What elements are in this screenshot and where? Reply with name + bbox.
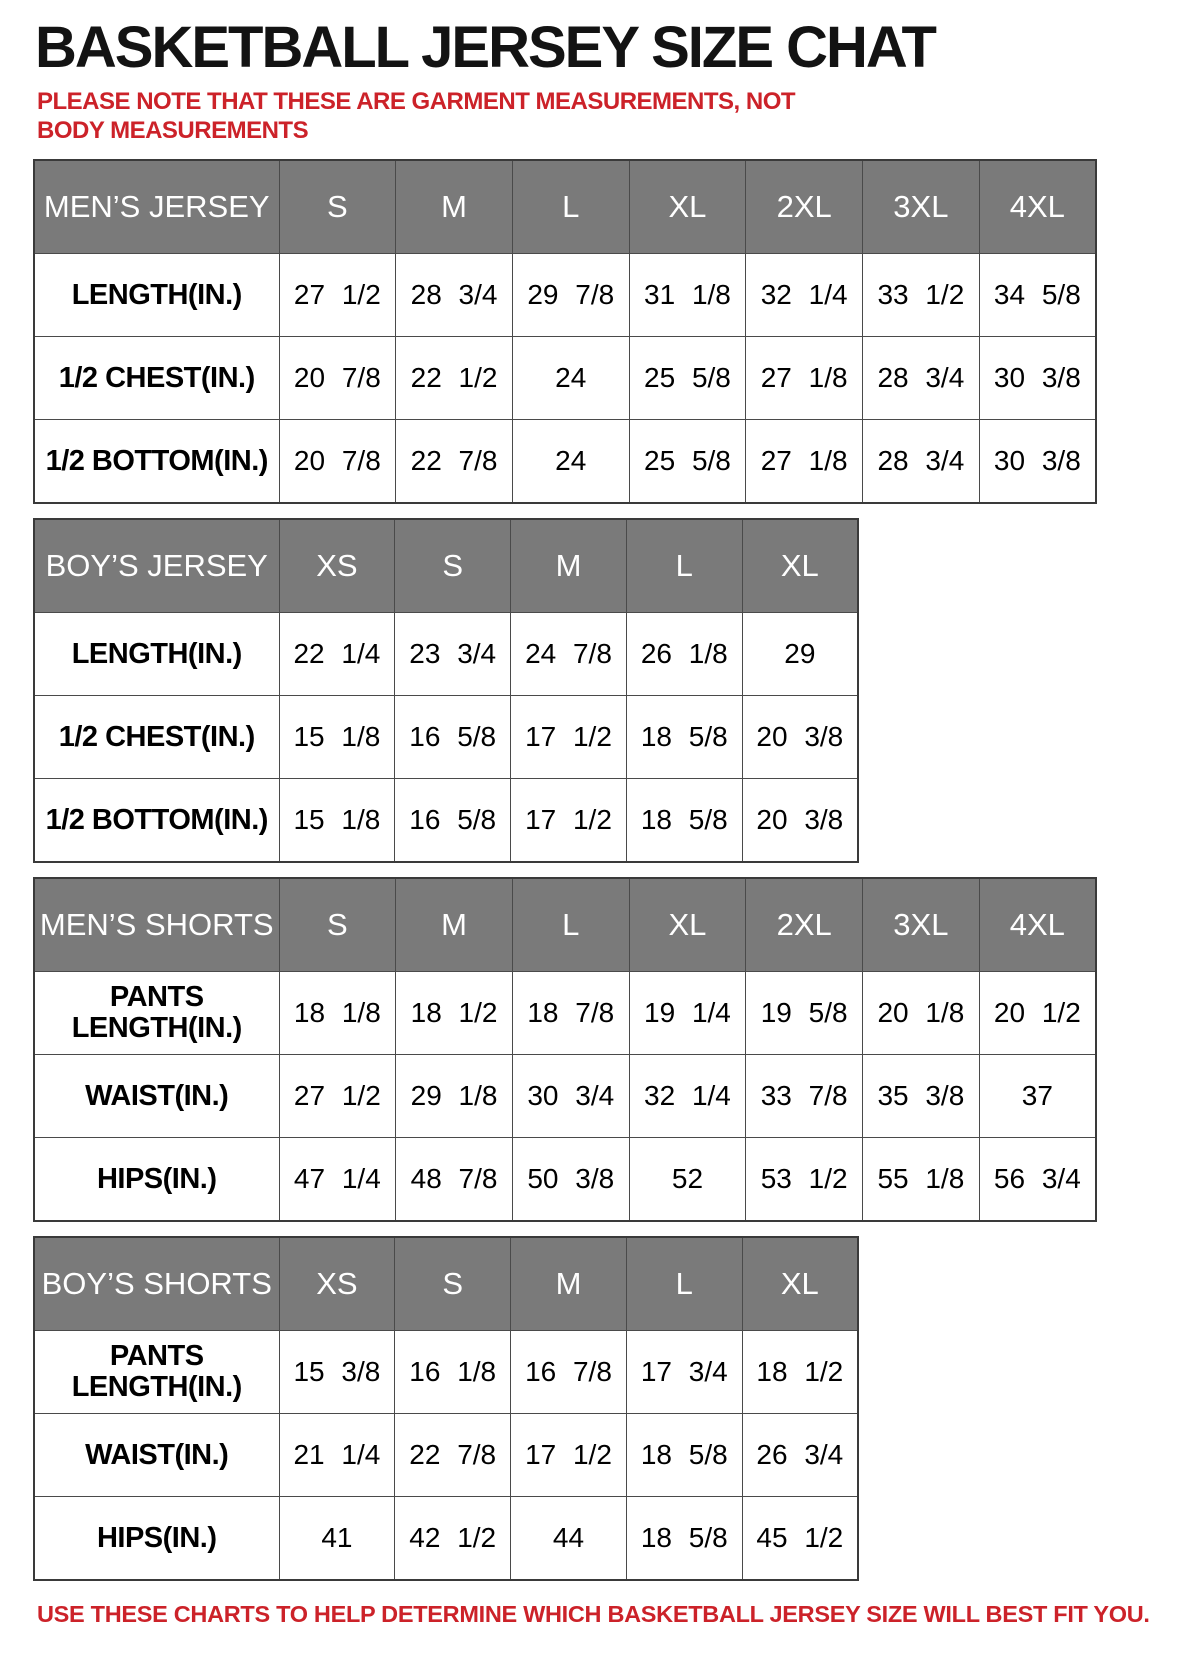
size-column-header: M xyxy=(511,519,627,613)
table-header-row xyxy=(34,878,1096,972)
measurement-value-cell: 33 7/8 xyxy=(746,1055,863,1138)
measurement-value-cell: 37 xyxy=(979,1055,1096,1138)
measurement-value-cell: 30 3/8 xyxy=(979,420,1096,504)
table-row xyxy=(34,254,1096,337)
measurement-value-cell: 18 5/8 xyxy=(626,779,742,863)
measurement-value-cell: 17 1/2 xyxy=(511,1414,627,1497)
measurement-value-cell: 25 5/8 xyxy=(629,337,746,420)
size-column-header: XL xyxy=(742,1237,858,1331)
measurement-value-cell: 48 7/8 xyxy=(396,1138,513,1222)
measurement-value-cell: 29 7/8 xyxy=(512,254,629,337)
table-title-cell: BOY’S JERSEY xyxy=(34,519,279,613)
size-column-header: 3XL xyxy=(863,878,980,972)
measurement-value-cell: 16 7/8 xyxy=(511,1331,627,1414)
measurement-value-cell: 24 7/8 xyxy=(511,613,627,696)
table-row xyxy=(34,1414,858,1497)
measurement-value-cell: 50 3/8 xyxy=(512,1138,629,1222)
table-title-cell: BOY’S SHORTS xyxy=(34,1237,279,1331)
row-label-cell: WAIST(IN.) xyxy=(34,1414,279,1497)
measurement-value-cell: 45 1/2 xyxy=(742,1497,858,1581)
size-column-header: L xyxy=(626,519,742,613)
measurement-value-cell: 31 1/8 xyxy=(629,254,746,337)
measurement-value-cell: 33 1/2 xyxy=(863,254,980,337)
measurement-value-cell: 20 1/2 xyxy=(979,972,1096,1055)
size-column-header: XL xyxy=(629,160,746,254)
size-column-header: 4XL xyxy=(979,160,1096,254)
row-label-cell: WAIST(IN.) xyxy=(34,1055,279,1138)
table-row xyxy=(34,420,1096,504)
measurement-value-cell: 32 1/4 xyxy=(629,1055,746,1138)
size-column-header: XL xyxy=(742,519,858,613)
measurement-value-cell: 18 1/8 xyxy=(279,972,396,1055)
size-column-header: S xyxy=(395,1237,511,1331)
table-header-row xyxy=(34,519,858,613)
table-title-cell: MEN’S JERSEY xyxy=(34,160,279,254)
measurement-value-cell: 25 5/8 xyxy=(629,420,746,504)
measurement-value-cell: 34 5/8 xyxy=(979,254,1096,337)
measurement-value-cell: 24 xyxy=(512,420,629,504)
measurement-value-cell: 22 1/4 xyxy=(279,613,395,696)
measurement-value-cell: 17 3/4 xyxy=(626,1331,742,1414)
row-label-cell: 1/2 BOTTOM(IN.) xyxy=(34,420,279,504)
measurement-value-cell: 41 xyxy=(279,1497,395,1581)
measurement-value-cell: 42 1/2 xyxy=(395,1497,511,1581)
measurement-value-cell: 28 3/4 xyxy=(396,254,513,337)
fit-advice-note: USE THESE CHARTS TO HELP DETERMINE WHICH BASKETBALL JERSEY SIZE WILL BEST FIT YOU. xyxy=(37,1601,1150,1628)
measurement-value-cell: 18 5/8 xyxy=(626,1497,742,1581)
mens-jersey-table xyxy=(33,159,1097,504)
measurement-value-cell: 22 7/8 xyxy=(396,420,513,504)
measurement-value-cell: 15 3/8 xyxy=(279,1331,395,1414)
table-row xyxy=(34,613,858,696)
measurement-value-cell: 16 1/8 xyxy=(395,1331,511,1414)
size-column-header: 3XL xyxy=(863,160,980,254)
row-label-cell: 1/2 BOTTOM(IN.) xyxy=(34,779,279,863)
measurement-value-cell: 30 3/4 xyxy=(512,1055,629,1138)
measurement-value-cell: 44 xyxy=(511,1497,627,1581)
row-label-cell: PANTS LENGTH(IN.) xyxy=(34,1331,279,1414)
table-header-row xyxy=(34,160,1096,254)
measurement-value-cell: 20 7/8 xyxy=(279,337,396,420)
row-label-cell: HIPS(IN.) xyxy=(34,1138,279,1222)
measurement-value-cell: 27 1/2 xyxy=(279,1055,396,1138)
measurement-value-cell: 17 1/2 xyxy=(511,696,627,779)
size-column-header: L xyxy=(512,160,629,254)
table-header-row xyxy=(34,1237,858,1331)
size-column-header: 2XL xyxy=(746,160,863,254)
measurement-value-cell: 27 1/8 xyxy=(746,337,863,420)
measurement-value-cell: 24 xyxy=(512,337,629,420)
size-column-header: S xyxy=(279,878,396,972)
measurement-value-cell: 53 1/2 xyxy=(746,1138,863,1222)
boys-shorts-table xyxy=(33,1236,859,1581)
measurement-value-cell: 22 7/8 xyxy=(395,1414,511,1497)
measurement-value-cell: 23 3/4 xyxy=(395,613,511,696)
table-row xyxy=(34,1055,1096,1138)
measurement-value-cell: 19 5/8 xyxy=(746,972,863,1055)
measurement-value-cell: 21 1/4 xyxy=(279,1414,395,1497)
measurement-value-cell: 18 1/2 xyxy=(742,1331,858,1414)
measurement-value-cell: 32 1/4 xyxy=(746,254,863,337)
measurement-value-cell: 20 3/8 xyxy=(742,696,858,779)
table-row xyxy=(34,1331,858,1414)
measurement-value-cell: 16 5/8 xyxy=(395,779,511,863)
measurement-value-cell: 18 5/8 xyxy=(626,696,742,779)
row-label-cell: LENGTH(IN.) xyxy=(34,613,279,696)
measurement-value-cell: 27 1/2 xyxy=(279,254,396,337)
size-column-header: XL xyxy=(629,878,746,972)
table-row xyxy=(34,1138,1096,1222)
size-column-header: M xyxy=(396,878,513,972)
measurement-value-cell: 18 1/2 xyxy=(396,972,513,1055)
size-column-header: S xyxy=(395,519,511,613)
garment-measurements-note: PLEASE NOTE THAT THESE ARE GARMENT MEASUREMENTS, NOT BODY MEASUREMENTS xyxy=(37,87,796,145)
measurement-value-cell: 56 3/4 xyxy=(979,1138,1096,1222)
boys-jersey-table xyxy=(33,518,859,863)
measurement-value-cell: 30 3/8 xyxy=(979,337,1096,420)
measurement-value-cell: 52 xyxy=(629,1138,746,1222)
size-column-header: L xyxy=(512,878,629,972)
measurement-value-cell: 27 1/8 xyxy=(746,420,863,504)
measurement-value-cell: 16 5/8 xyxy=(395,696,511,779)
row-label-cell: LENGTH(IN.) xyxy=(34,254,279,337)
measurement-value-cell: 55 1/8 xyxy=(863,1138,980,1222)
table-row xyxy=(34,779,858,863)
size-tables-container xyxy=(33,159,1200,1581)
measurement-value-cell: 29 xyxy=(742,613,858,696)
measurement-value-cell: 18 5/8 xyxy=(626,1414,742,1497)
measurement-value-cell: 28 3/4 xyxy=(863,420,980,504)
measurement-value-cell: 20 3/8 xyxy=(742,779,858,863)
measurement-value-cell: 29 1/8 xyxy=(396,1055,513,1138)
size-column-header: M xyxy=(396,160,513,254)
measurement-value-cell: 35 3/8 xyxy=(863,1055,980,1138)
measurement-value-cell: 20 7/8 xyxy=(279,420,396,504)
measurement-value-cell: 15 1/8 xyxy=(279,696,395,779)
row-label-cell: 1/2 CHEST(IN.) xyxy=(34,696,279,779)
row-label-cell: PANTS LENGTH(IN.) xyxy=(34,972,279,1055)
size-column-header: 2XL xyxy=(746,878,863,972)
size-column-header: XS xyxy=(279,1237,395,1331)
row-label-cell: 1/2 CHEST(IN.) xyxy=(34,337,279,420)
size-column-header: M xyxy=(511,1237,627,1331)
measurement-value-cell: 26 3/4 xyxy=(742,1414,858,1497)
table-row xyxy=(34,972,1096,1055)
size-column-header: XS xyxy=(279,519,395,613)
mens-shorts-table xyxy=(33,877,1097,1222)
measurement-value-cell: 26 1/8 xyxy=(626,613,742,696)
measurement-value-cell: 22 1/2 xyxy=(396,337,513,420)
measurement-value-cell: 19 1/4 xyxy=(629,972,746,1055)
table-row xyxy=(34,337,1096,420)
measurement-value-cell: 47 1/4 xyxy=(279,1138,396,1222)
table-title-cell: MEN’S SHORTS xyxy=(34,878,279,972)
measurement-value-cell: 18 7/8 xyxy=(512,972,629,1055)
row-label-cell: HIPS(IN.) xyxy=(34,1497,279,1581)
table-row xyxy=(34,696,858,779)
page-title: BASKETBALL JERSEY SIZE CHAT xyxy=(35,15,935,80)
measurement-value-cell: 28 3/4 xyxy=(863,337,980,420)
measurement-value-cell: 15 1/8 xyxy=(279,779,395,863)
size-column-header: S xyxy=(279,160,396,254)
measurement-value-cell: 20 1/8 xyxy=(863,972,980,1055)
size-column-header: L xyxy=(626,1237,742,1331)
table-row xyxy=(34,1497,858,1581)
measurement-value-cell: 17 1/2 xyxy=(511,779,627,863)
size-column-header: 4XL xyxy=(979,878,1096,972)
